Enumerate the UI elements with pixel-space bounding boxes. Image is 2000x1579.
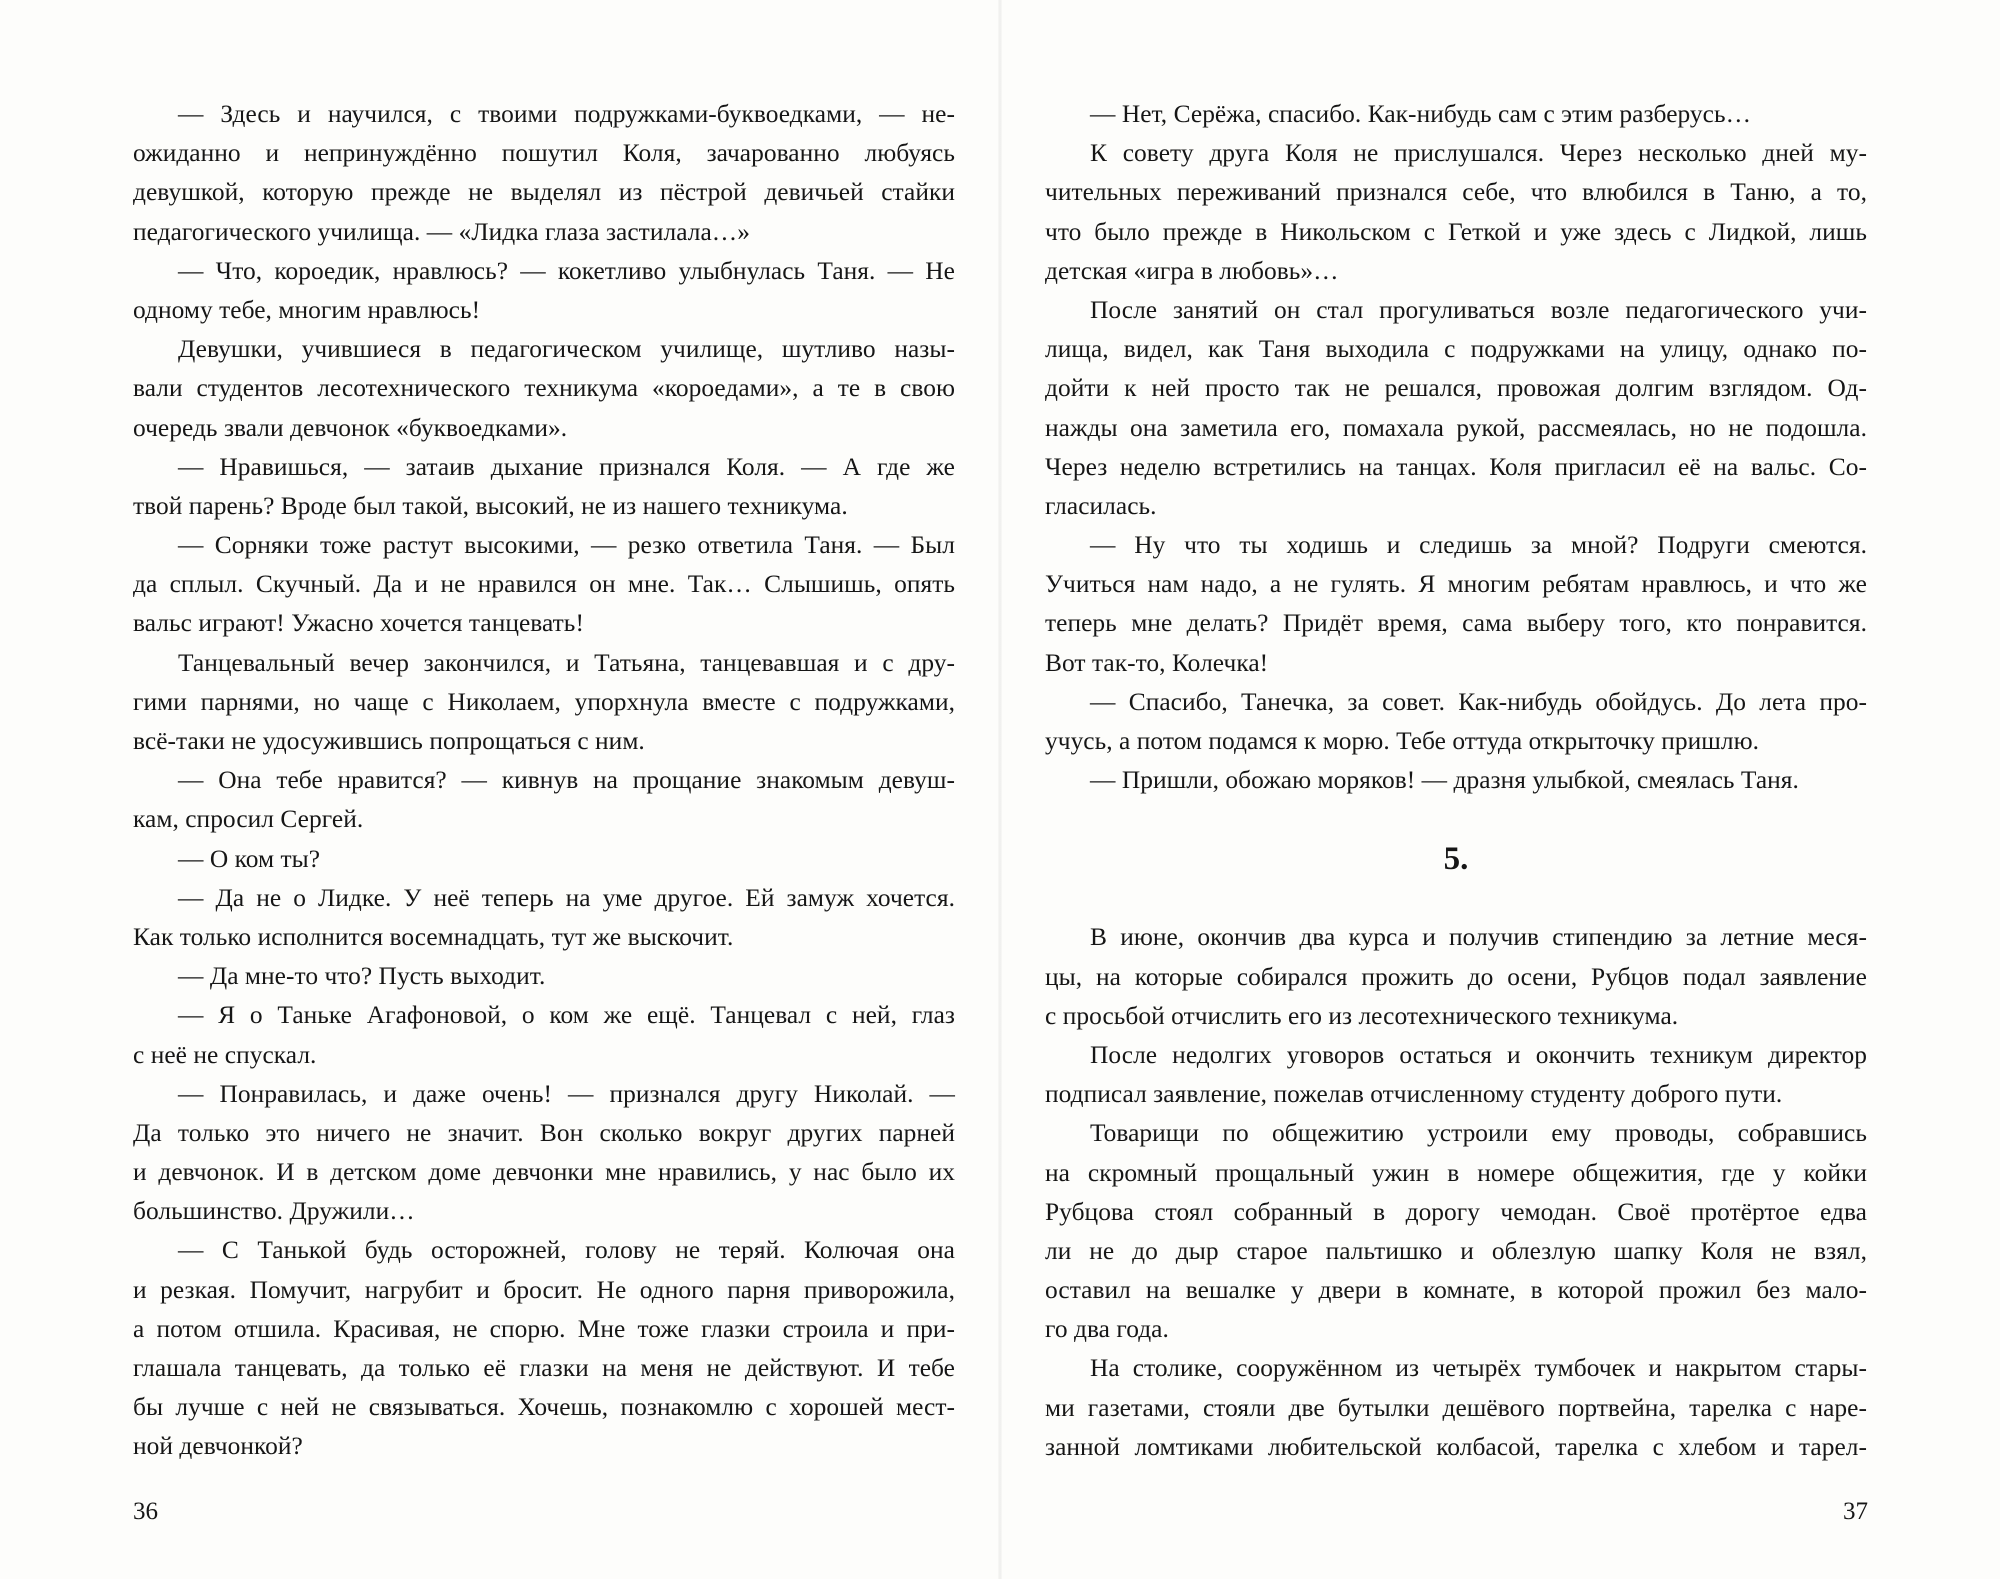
text-line: Девушки, учившиеся в педагогическом училище, шутливо назы- — [178, 335, 955, 364]
text-line: глашала танцевать, да только её глазки на меня не действуют. И тебе — [133, 1354, 955, 1382]
right-page-text-before-heading — [1045, 95, 1867, 800]
text-line: — Она тебе нравится? — кивнув на прощание знакомым девуш- — [178, 766, 955, 795]
text-line: ной девчонкой? — [133, 1432, 303, 1461]
text-line: После занятий он стал прогуливаться возле педагогического учи- — [1090, 295, 1867, 324]
text-line: ли не до дыр старое пальтишко и облезлую шапку Коля не взял, — [1045, 1236, 1867, 1265]
text-line: — Здесь и научился, с твоими подружками-буквоедками, — не- — [178, 100, 955, 128]
text-line: всё-таки не удосужившись попрощаться с ним. — [133, 727, 645, 755]
text-line: — Да не о Лидке. У неё теперь на уме другое. Ей замуж хочется. — [178, 883, 955, 912]
text-line: нажды она заметила его, помахала рукой, рассмеялась, но не подошла. — [1045, 413, 1867, 442]
text-line: лища, видел, как Таня выходила с подружками на улицу, однако по- — [1045, 335, 1867, 364]
left-page-text — [133, 95, 955, 1467]
text-line: детская «игра в любовь»… — [1045, 256, 1339, 285]
text-line: а потом отшила. Красивая, не спорю. Мне тоже глазки строила и при- — [133, 1314, 955, 1343]
left-page-number: 36 — [133, 1498, 158, 1525]
text-line: Через неделю встретились на танцах. Коля пригласил её на вальс. Со- — [1045, 452, 1867, 481]
right-page-text-after-heading — [1045, 918, 1867, 1467]
text-line: — Понравилась, и даже очень! — признался другу Николай. — — [178, 1079, 955, 1108]
right-page-number: 37 — [1843, 1498, 1868, 1525]
text-line: педагогического училища. — «Лидка глаза застилала…» — [133, 217, 750, 246]
book-gutter — [998, 0, 1002, 1579]
text-line: — Я о Таньке Агафоновой, о ком же ещё. Танцевал с ней, глаз — [178, 1001, 955, 1030]
text-line: бы лучше с ней не связываться. Хочешь, познакомлю с хорошей мест- — [133, 1393, 955, 1422]
text-line: теперь мне делать? Придёт время, сама выберу того, кто понравится. — [1045, 609, 1867, 638]
text-line: Рубцова стоял собранный в дорогу чемодан. Своё протёртое едва — [1045, 1197, 1867, 1226]
text-line: учусь, а потом подамся к морю. Тебе оттуда открыточку пришлю. — [1045, 727, 1760, 755]
text-line: Танцевальный вечер закончился, и Татьяна, танцевавшая и с дру- — [178, 648, 955, 677]
text-line: Товарищи по общежитию устроили ему проводы, собравшись — [1090, 1119, 1867, 1148]
text-line: Да только это ничего не значит. Вон сколько вокруг других парней — [133, 1118, 955, 1147]
text-line: — Ну что ты ходишь и следишь за мной? Подруги смеются. — [1090, 531, 1867, 560]
text-line: занной ломтиками любительской колбасой, тарелка с хлебом и тарел- — [1045, 1432, 1867, 1461]
text-line: После недолгих уговоров остаться и окончить техникум директор — [1090, 1040, 1867, 1069]
text-line: — Что, короедик, нравлюсь? — кокетливо улыбнулась Таня. — Не — [178, 256, 955, 285]
text-line: Вот так-то, Колечка! — [1045, 648, 1269, 677]
text-line: — Да мне-то что? Пусть выходит. — [178, 962, 546, 991]
text-line: — Спасибо, Танечка, за совет. Как-нибудь обойдусь. До лета про- — [1090, 687, 1867, 716]
text-line: что было прежде в Никольском с Геткой и уже здесь с Лидкой, лишь — [1045, 217, 1867, 246]
text-line: и девчонок. И в детском доме девчонки мне нравились, у нас было их — [133, 1158, 955, 1187]
text-line: — О ком ты? — [178, 844, 321, 873]
text-line: На столике, сооружённом из четырёх тумбочек и накрытом стары- — [1090, 1354, 1867, 1383]
text-line: с неё не спускал. — [133, 1040, 317, 1069]
text-line: ми газетами, стояли две бутылки дешёвого портвейна, тарелка с наре- — [1045, 1393, 1867, 1422]
text-line: ожиданно и непринуждённо пошутил Коля, зачарованно любуясь — [133, 139, 955, 168]
text-line: — Нет, Серёжа, спасибо. Как-нибудь сам с этим разберусь… — [1090, 100, 1752, 128]
text-line: с просьбой отчислить его из лесотехнического техникума. — [1045, 1001, 1679, 1030]
text-line: — Нравишься, — затаив дыхание признался Коля. — А где же — [178, 452, 955, 481]
text-line: на скромный прощальный ужин в номере общежития, где у койки — [1045, 1158, 1867, 1187]
text-line: одному тебе, многим нравлюсь! — [133, 295, 481, 324]
text-line: К совету друга Коля не прислушался. Через несколько дней му- — [1090, 139, 1867, 168]
text-line: Учиться нам надо, а не гулять. Я многим ребятам нравлюсь, и что же — [1045, 570, 1867, 599]
text-line: и резкая. Помучит, нагрубит и бросит. Не одного парня приворожила, — [133, 1275, 955, 1304]
text-line: чительных переживаний признался себе, что влюбился в Таню, а то, — [1045, 178, 1867, 207]
text-line: гласилась. — [1045, 491, 1157, 520]
text-line: да сплыл. Скучный. Да и не нравился он мне. Так… Слышишь, опять — [133, 570, 955, 599]
chapter-heading: 5. — [1443, 841, 1469, 878]
text-line: Как только исполнится восемнадцать, тут же выскочит. — [133, 922, 734, 951]
text-line: го два года. — [1045, 1315, 1169, 1344]
text-line: кам, спросил Сергей. — [133, 805, 364, 834]
text-line: В июне, окончив два курса и получив стипендию за летние меся- — [1090, 923, 1867, 952]
text-line: — Сорняки тоже растут высокими, — резко ответила Таня. — Был — [178, 531, 955, 560]
text-line: цы, на которые собирался прожить до осени, Рубцов подал заявление — [1045, 962, 1867, 991]
text-line: — Пришли, обожаю моряков! — дразня улыбкой, смеялась Таня. — [1090, 766, 1799, 795]
text-line: — С Танькой будь осторожней, голову не теряй. Колючая она — [178, 1236, 955, 1265]
text-line: оставил на вешалке у двери в комнате, в которой прожил без мало- — [1045, 1276, 1867, 1305]
text-line: очередь звали девчонок «буквоедками». — [133, 413, 568, 442]
text-line: вальс играют! Ужасно хочется танцевать! — [133, 609, 584, 638]
text-line: вали студентов лесотехнического техникума «короедами», а те в свою — [133, 374, 955, 403]
right-page-text — [1045, 95, 1867, 1467]
text-line: твой парень? Вроде был такой, высокий, не из нашего техникума. — [133, 491, 848, 520]
text-line: гими парнями, но чаще с Николаем, упорхнула вместе с подружками, — [133, 687, 955, 716]
text-line: подписал заявление, пожелав отчисленному студенту доброго пути. — [1045, 1080, 1783, 1109]
text-line: дойти к ней просто так не решался, провожая долгим взглядом. Од- — [1045, 374, 1867, 403]
text-line: большинство. Дружили… — [133, 1197, 415, 1226]
text-line: девушкой, которую прежде не выделял из пёстрой девичьей стайки — [133, 178, 955, 207]
